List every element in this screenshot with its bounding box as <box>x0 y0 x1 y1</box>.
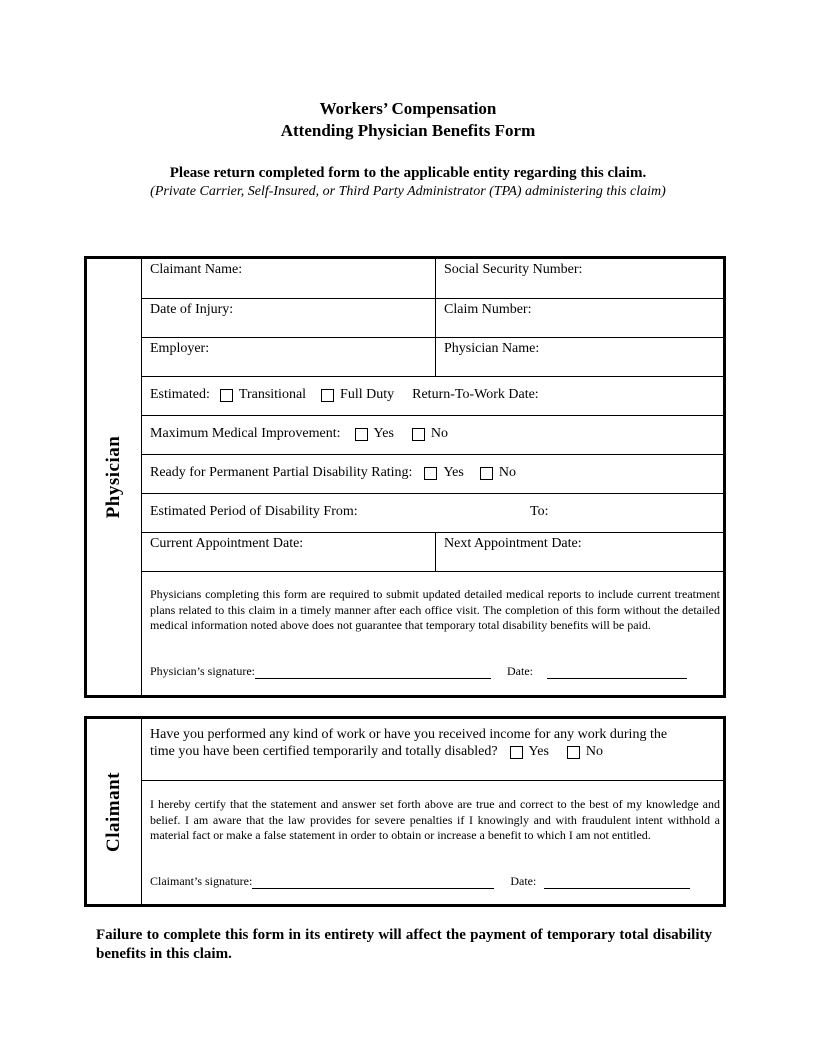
claimant-section <box>84 716 726 907</box>
row-claimant-ssn <box>142 259 723 299</box>
date-of-injury-field[interactable] <box>142 299 436 337</box>
work-question-line2: time you have been certified temporarily and totally disabled? <box>150 744 498 759</box>
claimant-side-column <box>87 719 142 904</box>
return-instruction-detail: (Private Carrier, Self-Insured, or Third Party Administrator (TPA) administering this claim) <box>150 184 666 199</box>
mmi-label: Maximum Medical Improvement: <box>150 426 341 441</box>
row-employer-physician <box>142 338 723 377</box>
transitional-label: Transitional <box>238 387 307 402</box>
ppd-yes-checkbox[interactable] <box>424 467 437 480</box>
mmi-no-label: No <box>430 426 449 441</box>
period-to-label: To: <box>530 504 549 519</box>
form-title: Workers’ Compensation <box>319 99 497 118</box>
work-yes-label: Yes <box>528 744 549 759</box>
claimant-name-field[interactable] <box>142 259 436 298</box>
physician-date-line[interactable] <box>547 666 687 679</box>
ppd-no-label: No <box>498 465 516 480</box>
row-return-to-work <box>142 377 723 416</box>
next-appointment-label: Next Appointment Date: <box>444 536 582 551</box>
physician-date-label: Date: <box>507 664 533 678</box>
period-from-label: Estimated Period of Disability From: <box>150 504 358 519</box>
return-to-work-label: Return-To-Work Date: <box>412 387 539 402</box>
form-subtitle: Attending Physician Benefits Form <box>280 121 536 140</box>
row-appointments <box>142 533 723 572</box>
ssn-label: Social Security Number: <box>444 262 583 277</box>
physician-section-label: Physician <box>103 435 124 519</box>
full-duty-checkbox[interactable] <box>321 389 334 402</box>
estimated-label: Estimated: <box>150 387 210 402</box>
claimant-signature-label: Claimant’s signature: <box>150 874 253 888</box>
physician-section <box>84 256 726 698</box>
claimant-certification: I hereby certify that the statement and answer set forth above are true and correct to the best of my knowledge and belief. I am aware that the law provides for severe penalties if I knowingly and with fraudulent intent withhold a material fact or make a false statement in order to obtain or increase a benefit to which I am not entitled. <box>150 797 720 842</box>
mmi-no-checkbox[interactable] <box>412 428 425 441</box>
work-question-line1: Have you performed any kind of work or have you received income for any work during the <box>150 727 668 742</box>
current-appointment-field[interactable] <box>142 533 436 571</box>
row-work-question <box>142 719 723 781</box>
mmi-yes-label: Yes <box>373 426 394 441</box>
period-to-field[interactable] <box>530 504 548 520</box>
claim-number-label: Claim Number: <box>444 302 532 317</box>
claimant-name-label: Claimant Name: <box>150 262 243 277</box>
return-instruction: Please return completed form to the applicable entity regarding this claim. <box>169 165 647 181</box>
period-from-field[interactable] <box>150 504 358 520</box>
current-appointment-label: Current Appointment Date: <box>150 536 304 551</box>
ssn-field[interactable] <box>436 259 723 298</box>
transitional-checkbox[interactable] <box>220 389 233 402</box>
row-injury-claim <box>142 299 723 338</box>
physician-name-field[interactable] <box>436 338 723 376</box>
work-no-label: No <box>585 744 604 759</box>
full-duty-label: Full Duty <box>340 387 395 402</box>
ppd-yes-label: Yes <box>443 465 464 480</box>
mmi-yes-checkbox[interactable] <box>355 428 368 441</box>
footer-warning: Failure to complete this form in its entirety will affect the payment of temporary total disability benefits in this claim. <box>96 927 712 962</box>
ppd-label: Ready for Permanent Partial Disability Rating: <box>150 465 413 480</box>
employer-field[interactable] <box>142 338 436 376</box>
claimant-date-line[interactable] <box>544 876 690 889</box>
date-of-injury-label: Date of Injury: <box>150 302 234 317</box>
work-yes-checkbox[interactable] <box>510 746 523 759</box>
physician-signature-label: Physician’s signature: <box>150 664 255 678</box>
physician-notice: Physicians completing this form are required to submit updated detailed medical reports to include current treatment plans related to this claim in a timely manner after each office visit. The completion of this form without the detailed medical information noted above does not guarantee that temporary total disability benefits will be paid. <box>150 587 720 632</box>
work-no-checkbox[interactable] <box>567 746 580 759</box>
row-ppd <box>142 455 723 494</box>
claim-number-field[interactable] <box>436 299 723 337</box>
ppd-no-checkbox[interactable] <box>480 467 493 480</box>
row-disability-period <box>142 494 723 533</box>
next-appointment-field[interactable] <box>436 533 723 571</box>
physician-side-column <box>87 259 142 695</box>
physician-signature-line[interactable] <box>255 666 491 679</box>
physician-name-label: Physician Name: <box>444 341 540 356</box>
claimant-date-label: Date: <box>510 874 537 888</box>
claimant-section-label: Claimant <box>103 771 124 852</box>
employer-label: Employer: <box>150 341 210 356</box>
claimant-signature-line[interactable] <box>252 876 494 889</box>
row-mmi <box>142 416 723 455</box>
